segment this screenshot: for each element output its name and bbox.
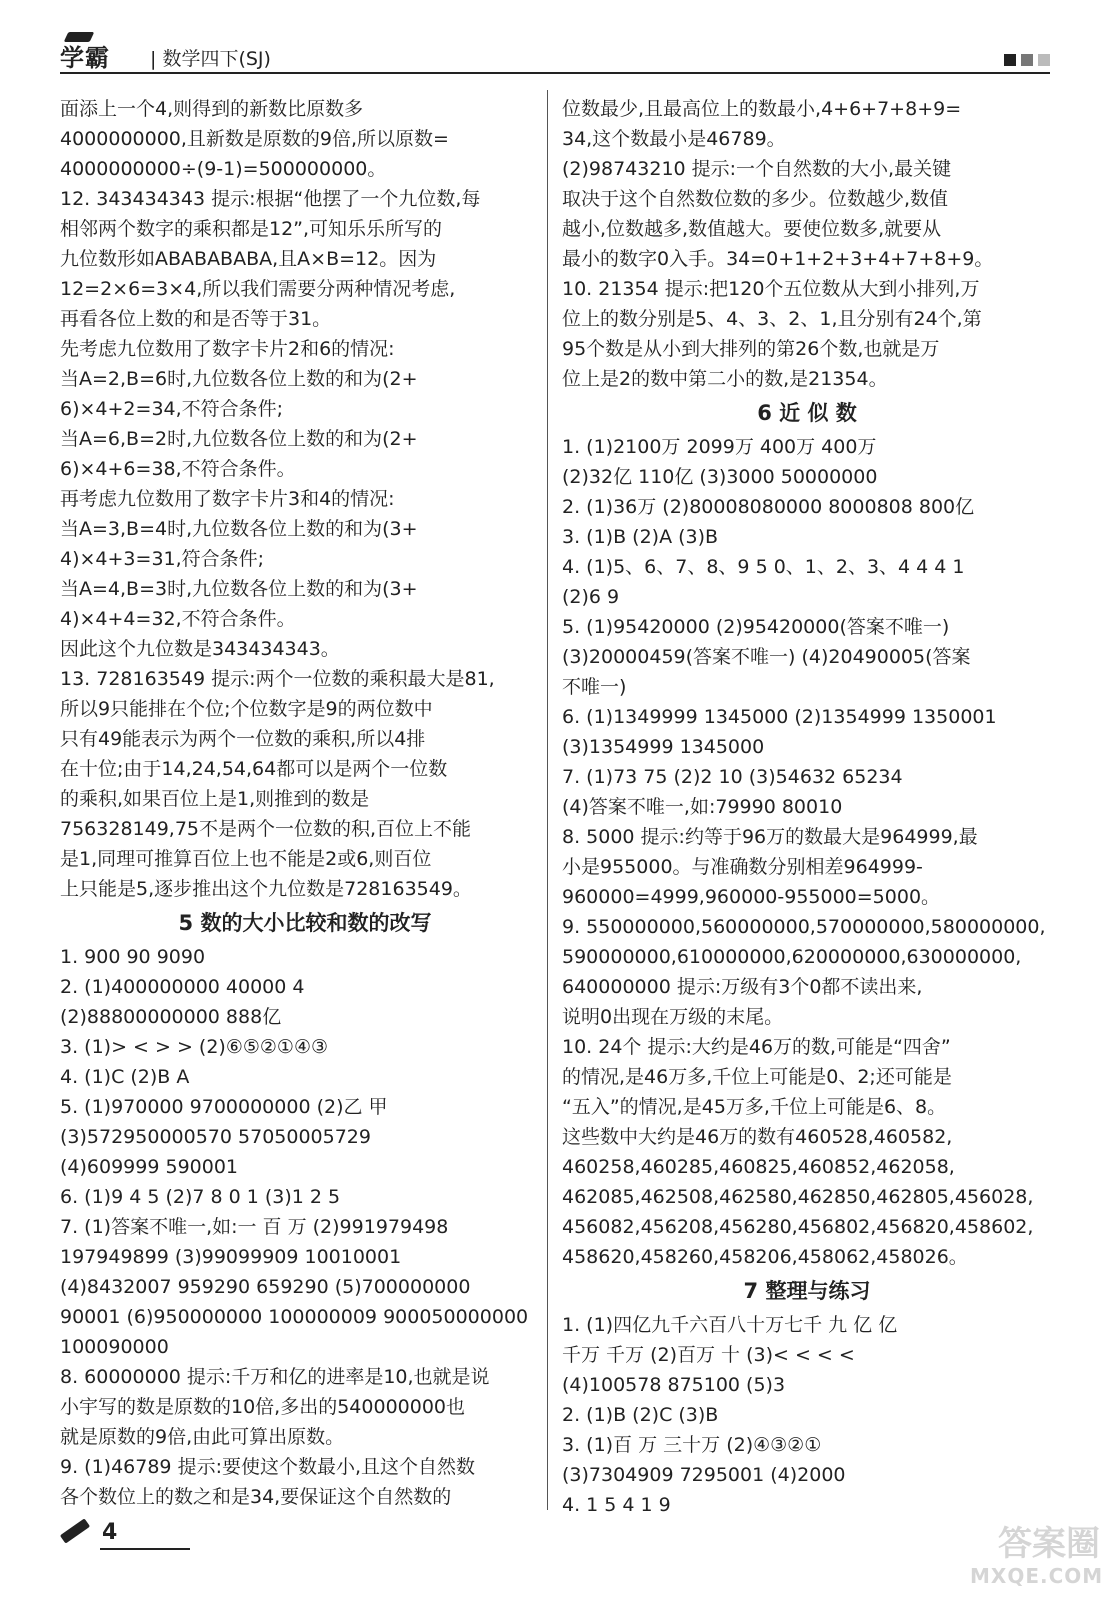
subject-title: | 数学四下(SJ): [150, 48, 271, 70]
answer-line: 当A=4,B=3时,九位数各位上数的和为(3+: [60, 578, 418, 600]
answer-line: 6)×4+6=38,不符合条件。: [60, 458, 296, 480]
answer-line: 再考虑九位数用了数字卡片3和4的情况:: [60, 488, 395, 510]
footer-rule: [100, 1548, 190, 1550]
answer-line: 8. 5000 提示:约等于96万的数最大是964999,最: [562, 826, 978, 848]
answer-line: 在十位;由于14,24,54,64都可以是两个一位数: [60, 758, 448, 780]
answer-line: “五入”的情况,是45万多,千位上可能是6、8。: [562, 1096, 947, 1118]
answer-line: 4000000000÷(9-1)=500000000。: [60, 158, 387, 180]
answer-line: 960000=4999,960000-955000=5000。: [562, 886, 941, 908]
answer-line: 不唯一): [562, 676, 627, 698]
answer-line: (4)8432007 959290 659290 (5)700000000: [60, 1276, 471, 1298]
answer-line: (4)答案不唯一,如:79990 80010: [562, 796, 843, 818]
answer-line: 4)×4+3=31,符合条件;: [60, 548, 265, 570]
answer-line: 9. 550000000,560000000,570000000,580000000,: [562, 916, 1046, 938]
answer-line: 7. (1)73 75 (2)2 10 (3)54632 65234: [562, 766, 903, 788]
answer-line: 这些数中大约是46万的数有460528,460582,: [562, 1126, 953, 1148]
answer-line: 所以9只能排在个位;个位数字是9的两位数中: [60, 698, 433, 720]
answer-line: 1. (1)四亿九千六百八十万七千 九 亿 亿: [562, 1314, 898, 1336]
subject-label: 数学四下(SJ): [162, 48, 271, 70]
answer-line: 13. 728163549 提示:两个一位数的乘积最大是81,: [60, 668, 495, 690]
answer-line: 最小的数字0入手。34=0+1+2+3+4+7+8+9。: [562, 248, 994, 270]
answer-line: 的情况,是46万多,千位上可能是0、2;还可能是: [562, 1066, 952, 1088]
square-icon: [1038, 54, 1050, 66]
section-heading: 6 近 似 数: [757, 401, 857, 425]
answer-line: 是1,同理可推算百位上也不能是2或6,则百位: [60, 848, 432, 870]
answer-line: 2. (1)B (2)C (3)B: [562, 1404, 719, 1426]
page-header: [60, 38, 1050, 84]
right-column: [562, 94, 1052, 1520]
left-column: [60, 94, 550, 1512]
answer-line: 相邻两个数字的乘积都是12”,可知乐乐所写的: [60, 218, 443, 240]
answer-line: 4. (1)C (2)B A: [60, 1066, 190, 1088]
answer-line: 460258,460285,460825,460852,462058,: [562, 1156, 955, 1178]
answer-line: 640000000 提示:万级有3个0都不读出来,: [562, 976, 923, 998]
answer-line: 6)×4+2=34,不符合条件;: [60, 398, 284, 420]
answer-line: 位上是2的数中第二小的数,是21354。: [562, 368, 888, 390]
square-icon: [1004, 54, 1016, 66]
header-squares: [1004, 54, 1050, 66]
answer-line: 4. (1)5、6、7、8、9 5 0、1、2、3、4 4 4 1: [562, 556, 965, 578]
pencil-icon: [60, 1518, 90, 1543]
answer-line: 千万 千万 (2)百万 十 (3)< < < <: [562, 1344, 855, 1366]
answer-line: 因此这个九位数是343434343。: [60, 638, 340, 660]
answer-line: 6. (1)9 4 5 (2)7 8 0 1 (3)1 2 5: [60, 1186, 341, 1208]
answer-line: 6. (1)1349999 1345000 (2)1354999 1350001: [562, 706, 997, 728]
watermark: [970, 1524, 1104, 1596]
answer-line: 462085,462508,462580,462850,462805,456028,: [562, 1186, 1034, 1208]
answer-line: 4. 1 5 4 1 9: [562, 1494, 671, 1516]
watermark-url: MXQE.COM: [970, 1564, 1104, 1588]
answer-line: (3)572950000570 57050005729: [60, 1126, 371, 1148]
answer-line: 2. (1)400000000 40000 4: [60, 976, 305, 998]
answer-line: 当A=3,B=4时,九位数各位上数的和为(3+: [60, 518, 418, 540]
answer-line: 各个数位上的数之和是34,要保证这个自然数的: [60, 1486, 452, 1508]
answer-line: 取决于这个自然数位数的多少。位数越少,数值: [562, 188, 949, 210]
answer-line: 小是955000。与准确数分别相差964999-: [562, 856, 923, 878]
answer-line: 12=2×6=3×4,所以我们需要分两种情况考虑,: [60, 278, 456, 300]
answer-line: (2)98743210 提示:一个自然数的大小,最关键: [562, 158, 952, 180]
answer-line: 3. (1)B (2)A (3)B: [562, 526, 719, 548]
answer-line: 10. 24个 提示:大约是46万的数,可能是“四舍”: [562, 1036, 951, 1058]
answer-line: 197949899 (3)99099909 10010001: [60, 1246, 402, 1268]
answer-line: 3. (1)> < > > (2)⑥⑤②①④③: [60, 1036, 329, 1058]
answer-line: 上只能是5,逐步推出这个九位数是728163549。: [60, 878, 472, 900]
answer-line: 7. (1)答案不唯一,如:一 百 万 (2)991979498: [60, 1216, 449, 1238]
answer-line: 位上的数分别是5、4、3、2、1,且分别有24个,第: [562, 308, 982, 330]
answer-line: 再看各位上数的和是否等于31。: [60, 308, 332, 330]
answer-line: 100090000: [60, 1336, 169, 1358]
answer-line: 756328149,75不是两个一位数的积,百位上不能: [60, 818, 472, 840]
page-number: 4: [102, 1520, 118, 1545]
section-heading: 5 数的大小比较和数的改写: [178, 911, 432, 935]
answer-line: 34,这个数最小是46789。: [562, 128, 786, 150]
answer-line: (2)88800000000 888亿: [60, 1006, 282, 1028]
answer-line: 小宇写的数是原数的10倍,多出的540000000也: [60, 1396, 466, 1418]
answer-line: 5. (1)95420000 (2)95420000(答案不唯一): [562, 616, 950, 638]
answer-line: 说明0出现在万级的末尾。: [562, 1006, 784, 1028]
answer-line: 4)×4+4=32,不符合条件。: [60, 608, 296, 630]
answer-line: (3)7304909 7295001 (4)2000: [562, 1464, 846, 1486]
answer-line: 95个数是从小到大排列的第26个数,也就是万: [562, 338, 940, 360]
section-heading: 7 整理与练习: [743, 1279, 871, 1303]
answer-line: (2)32亿 110亿 (3)3000 50000000: [562, 466, 878, 488]
answer-line: 458620,458260,458206,458062,458026。: [562, 1246, 968, 1268]
answer-line: 8. 60000000 提示:千万和亿的进率是10,也就是说: [60, 1366, 490, 1388]
watermark-text: 答案圈: [998, 1524, 1100, 1564]
answer-line: 9. (1)46789 提示:要使这个数最小,且这个自然数: [60, 1456, 476, 1478]
answer-line: 12. 343434343 提示:根据“他摆了一个九位数,每: [60, 188, 481, 210]
answer-line: 位数最少,且最高位上的数最小,4+6+7+8+9=: [562, 98, 962, 120]
answer-line: 5. (1)970000 9700000000 (2)乙 甲: [60, 1096, 388, 1118]
answer-line: 先考虑九位数用了数字卡片2和6的情况:: [60, 338, 395, 360]
answer-line: 面添上一个4,则得到的新数比原数多: [60, 98, 364, 120]
header-rule: [60, 72, 1050, 74]
answer-line: 只有49能表示为两个一位数的乘积,所以4排: [60, 728, 426, 750]
answer-line: 3. (1)百 万 三十万 (2)④③②①: [562, 1434, 822, 1456]
page-footer: [60, 1516, 180, 1556]
answer-line: 当A=2,B=6时,九位数各位上数的和为(2+: [60, 368, 418, 390]
answer-line: (4)609999 590001: [60, 1156, 239, 1178]
answer-line: 当A=6,B=2时,九位数各位上数的和为(2+: [60, 428, 418, 450]
answer-line: 就是原数的9倍,由此可算出原数。: [60, 1426, 345, 1448]
answer-line: (4)100578 875100 (5)3: [562, 1374, 786, 1396]
square-icon: [1021, 54, 1033, 66]
answer-line: 4000000000,且新数是原数的9倍,所以原数=: [60, 128, 449, 150]
answer-line: 1. (1)2100万 2099万 400万 400万: [562, 436, 877, 458]
answer-line: 10. 21354 提示:把120个五位数从大到小排列,万: [562, 278, 980, 300]
answer-line: 九位数形如ABABABABA,且A×B=12。因为: [60, 248, 437, 270]
answer-line: 1. 900 90 9090: [60, 946, 206, 968]
answer-line: 的乘积,如果百位上是1,则推到的数是: [60, 788, 370, 810]
answer-line: 590000000,610000000,620000000,630000000,: [562, 946, 1022, 968]
brand-logo: 学霸: [60, 44, 110, 72]
answer-line: 456082,456208,456280,456802,456820,458602,: [562, 1216, 1034, 1238]
answer-line: 90001 (6)950000000 100000009 900050000000: [60, 1306, 529, 1328]
answer-line: 越小,位数越多,数值越大。要使位数多,就要从: [562, 218, 942, 240]
answer-line: (3)20000459(答案不唯一) (4)20490005(答案: [562, 646, 971, 668]
answer-line: (3)1354999 1345000: [562, 736, 765, 758]
answer-line: (2)6 9: [562, 586, 620, 608]
answer-line: 2. (1)36万 (2)80008080000 8000808 800亿: [562, 496, 975, 518]
